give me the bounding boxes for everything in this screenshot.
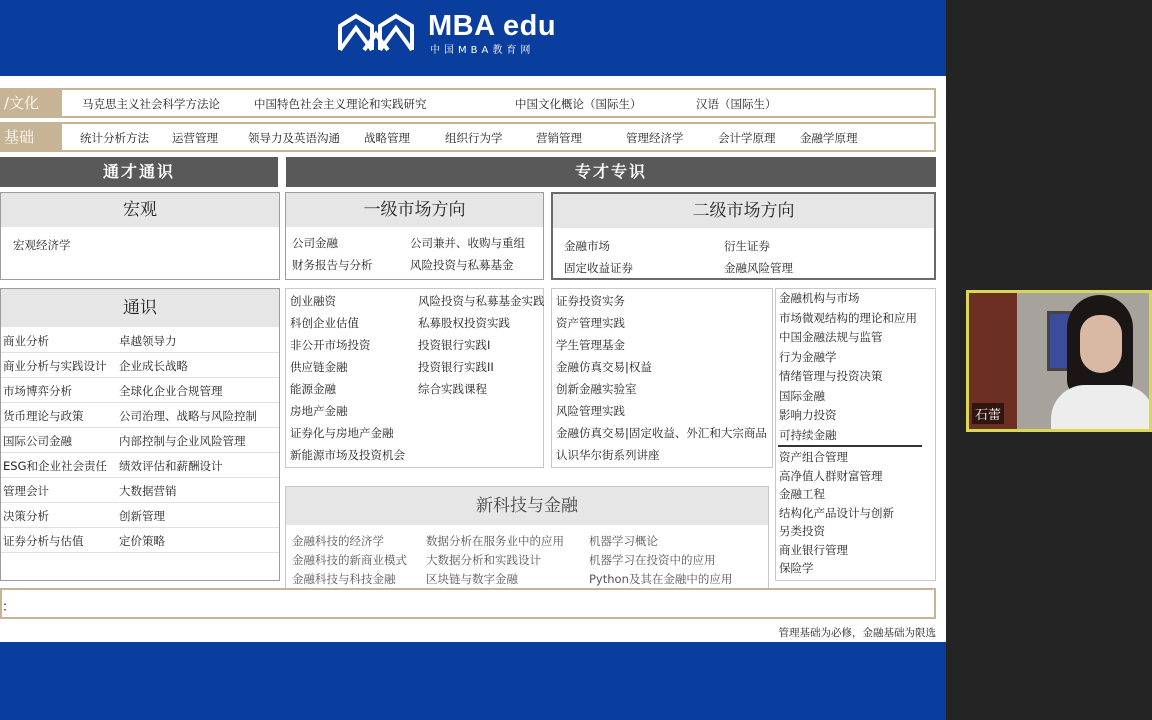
logo-subtitle: 中国MBA教育网: [430, 45, 535, 56]
primary-elective-item: 新能源市场及投资机会: [290, 448, 405, 462]
foundation-item: 营销管理: [536, 131, 582, 145]
primary-elective-item: 房地产金融: [290, 404, 348, 418]
row-divider: [1, 352, 279, 353]
row-divider: [1, 402, 279, 403]
secondary-market-item: 金融市场: [564, 239, 610, 253]
general-course-item: 绩效评估和薪酬设计: [119, 459, 223, 473]
macro-title: 宏观: [1, 193, 279, 227]
secondary-market-item: 固定收益证券: [564, 261, 633, 275]
row-divider: [1, 477, 279, 478]
finance-course-item: 保险学: [779, 561, 814, 575]
row-divider: [1, 527, 279, 528]
fintech-course-item: Python及其在金融中的应用: [589, 572, 733, 586]
foundation-bar-label: 基础: [2, 124, 62, 150]
finance-course-item: 资产组合管理: [779, 450, 848, 464]
foundation-item: 金融学原理: [800, 131, 858, 145]
foundation-item: 领导力及英语沟通: [248, 131, 340, 145]
general-course-item: 企业成长战略: [119, 359, 188, 373]
secondary-elective-item: 金融仿真交易|权益: [556, 360, 652, 374]
fintech-title: 新科技与金融: [286, 487, 768, 525]
footer-band: [0, 642, 946, 720]
foundation-item: 会计学原理: [718, 131, 776, 145]
row-divider: [1, 377, 279, 378]
secondary-elective-item: 金融仿真交易|固定收益、外汇和大宗商品: [556, 426, 767, 440]
general-course-item: 商业分析与实践设计: [3, 359, 107, 373]
specialist-section-header: 专才专识: [286, 157, 936, 187]
general-course-item: 管理会计: [3, 484, 49, 498]
finance-list-divider: [778, 445, 922, 447]
secondary-market-item: 金融风险管理: [724, 261, 793, 275]
primary-market-title: 一级市场方向: [286, 193, 543, 227]
secondary-market-box: [551, 192, 936, 280]
fintech-course-item: 机器学习在投资中的应用: [589, 553, 716, 567]
general-course-item: 创新管理: [119, 509, 165, 523]
macro-item: 宏观经济学: [13, 238, 71, 252]
general-course-item: 货币理论与政策: [3, 409, 84, 423]
secondary-elective-item: 证券投资实务: [556, 294, 625, 308]
finance-course-item: 金融机构与市场: [779, 291, 860, 305]
finance-course-item: 国际金融: [779, 388, 825, 403]
foundation-item: 管理经济学: [626, 131, 684, 145]
finance-course-item: 可持续金融: [779, 427, 837, 442]
general-course-item: 内部控制与企业风险管理: [119, 434, 246, 448]
foundation-item: 组织行为学: [445, 131, 503, 145]
primary-elective-item: 私募股权投资实践: [418, 316, 510, 330]
finance-course-item: 影响力投资: [779, 408, 837, 422]
row-divider: [1, 502, 279, 503]
finance-course-item: 情绪管理与投资决策: [779, 369, 883, 383]
general-section-header: 通才通识: [0, 157, 278, 187]
secondary-elective-item: 创新金融实验室: [556, 382, 637, 396]
webcam-name-label: 石蕾: [972, 403, 1004, 424]
primary-elective-item: 创业融资: [290, 294, 336, 308]
primary-electives-box: [285, 288, 544, 468]
general-course-item: 商业分析: [3, 334, 49, 348]
primary-elective-item: 投资银行实践II: [418, 360, 494, 374]
primary-market-item: 财务报告与分析: [292, 258, 373, 272]
webcam-person-body: [1051, 385, 1152, 432]
secondary-elective-item: 学生管理基金: [556, 338, 625, 352]
general-knowledge-box: [0, 288, 280, 581]
finance-course-item: 另类投资: [779, 524, 825, 538]
fintech-course-item: 金融科技与科技金融: [292, 572, 396, 586]
foundation-bar: [0, 122, 936, 152]
culture-item: 中国特色社会主义理论和实践研究: [254, 97, 427, 111]
foundation-item: 战略管理: [364, 131, 410, 145]
culture-item: 马克思主义社会科学方法论: [82, 97, 220, 111]
general-knowledge-title: 通识: [1, 289, 279, 327]
culture-bar: [0, 88, 936, 118]
culture-item: 汉语（国际生）: [696, 97, 777, 111]
webcam-person-face: [1080, 315, 1122, 373]
footnote: 管理基础为必修，金融基础为限选: [778, 627, 936, 639]
bottom-bar: [0, 588, 936, 619]
secondary-market-title: 二级市场方向: [553, 194, 934, 228]
finance-courses-box: [775, 288, 936, 581]
webcam-video[interactable]: [966, 290, 1152, 432]
primary-market-item: 公司金融: [292, 236, 338, 250]
secondary-market-item: 衍生证券: [724, 239, 770, 253]
primary-elective-item: 投资银行实践I: [418, 338, 491, 352]
primary-market-item: 风险投资与私募基金: [410, 258, 514, 272]
general-course-item: 定价策略: [119, 534, 165, 548]
fintech-course-item: 数据分析在服务业中的应用: [426, 534, 564, 548]
finance-course-item: 金融工程: [779, 487, 825, 501]
mba-logo-icon: [336, 12, 418, 54]
primary-market-box: [285, 192, 544, 280]
macro-box: [0, 192, 280, 280]
culture-bar-label: /文化: [2, 90, 62, 116]
primary-elective-item: 风险投资与私募基金实践: [418, 294, 545, 308]
primary-elective-item: 科创企业估值: [290, 316, 359, 330]
row-divider: [1, 427, 279, 428]
foundation-item: 运营管理: [172, 131, 218, 145]
general-course-item: 证券分析与估值: [3, 534, 84, 548]
primary-elective-item: 供应链金融: [290, 360, 348, 374]
finance-course-item: 市场微观结构的理论和应用: [779, 310, 917, 325]
secondary-electives-box: [551, 288, 773, 468]
primary-elective-item: 证券化与房地产金融: [290, 426, 394, 440]
finance-course-item: 行为金融学: [779, 349, 837, 364]
primary-elective-item: 非公开市场投资: [290, 338, 371, 352]
fintech-course-item: 区块链与数字金融: [426, 572, 518, 586]
general-course-item: 市场博弈分析: [3, 384, 72, 398]
row-divider: [1, 552, 279, 553]
general-course-item: ESG和企业社会责任: [3, 459, 107, 473]
general-course-item: 大数据营销: [119, 484, 177, 498]
general-course-item: 决策分析: [3, 509, 49, 523]
finance-course-item: 结构化产品设计与创新: [779, 505, 894, 520]
general-course-item: 全球化企业合规管理: [119, 384, 223, 398]
header-banner: [0, 0, 946, 76]
primary-elective-item: 综合实践课程: [418, 382, 487, 396]
bottom-bar-label: ：: [2, 600, 16, 615]
finance-course-item: 高净值人群财富管理: [779, 468, 883, 483]
general-course-item: 卓越领导力: [119, 334, 177, 348]
primary-elective-item: 能源金融: [290, 382, 336, 396]
secondary-elective-item: 风险管理实践: [556, 404, 625, 418]
logo-text: MBA edu: [428, 10, 557, 42]
fintech-course-item: 大数据分析和实践设计: [426, 553, 541, 567]
secondary-elective-item: 资产管理实践: [556, 316, 625, 330]
curriculum-slide: [0, 76, 946, 642]
fintech-course-item: 机器学习概论: [589, 534, 658, 548]
finance-course-item: 中国金融法规与监管: [779, 330, 883, 344]
fintech-course-item: 金融科技的经济学: [292, 534, 384, 548]
fintech-box: [285, 486, 769, 594]
primary-market-item: 公司兼并、收购与重组: [410, 236, 525, 250]
row-divider: [1, 452, 279, 453]
fintech-course-item: 金融科技的新商业模式: [292, 553, 407, 567]
secondary-elective-item: 认识华尔街系列讲座: [556, 448, 660, 462]
foundation-item: 统计分析方法: [80, 131, 149, 145]
culture-item: 中国文化概论（国际生）: [515, 97, 642, 111]
general-course-item: 国际公司金融: [3, 434, 72, 448]
finance-course-item: 商业银行管理: [779, 542, 848, 557]
general-course-item: 公司治理、战略与风险控制: [119, 409, 257, 423]
